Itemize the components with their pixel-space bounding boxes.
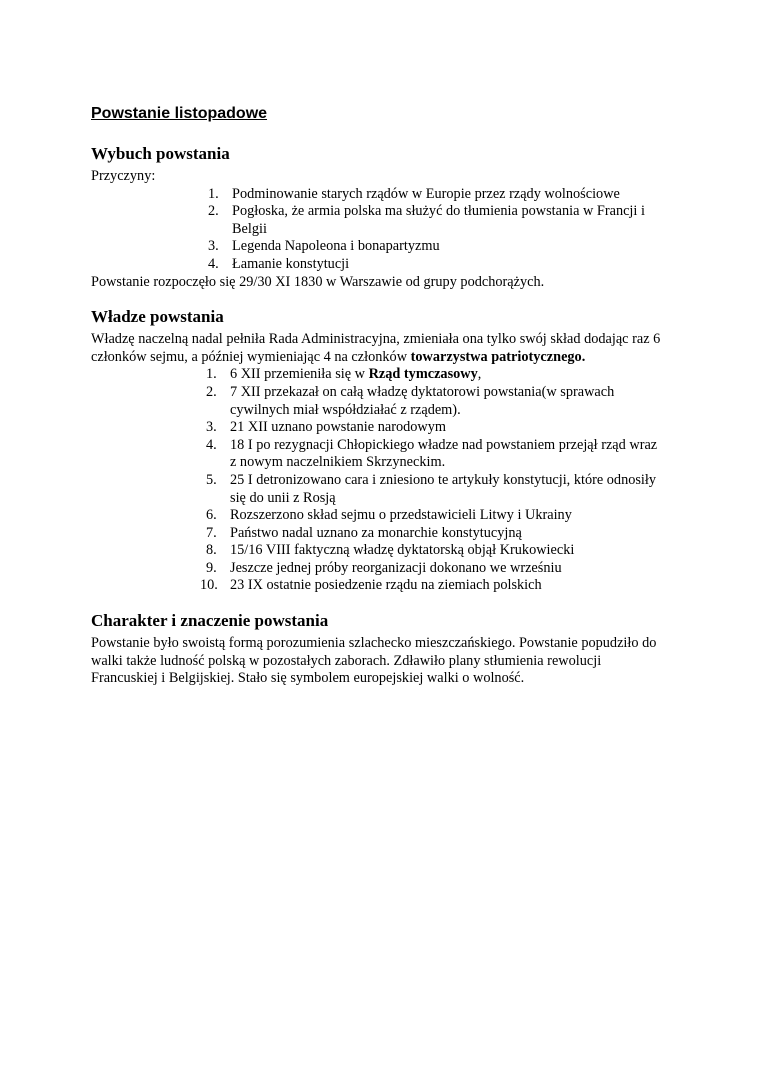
- authorities-list: [91, 366, 671, 595]
- list-item: [91, 384, 671, 419]
- list-item-text: [230, 366, 665, 384]
- section-paragraph: Powstanie było swoistą formą porozumienia szlachecko mieszczańskiego. Powstanie popudziło do walki także ludność polską w pozostałych zaborach. Zdławiło plany stłumienia rewolucji Francuskiej i Belgijskiej. Stało się symbolem europejskiej walki o wolność.: [91, 635, 657, 687]
- list-item-text: 25 I detronizowano cara i zniesiono te artykuły konstytucji, które odnosiły się do unii z Rosją: [230, 471, 657, 506]
- list-number: 3.: [208, 238, 219, 255]
- section-heading: Charakter i znaczenie powstania: [91, 611, 329, 631]
- list-item-text: Rozszerzono skład sejmu o przedstawicieli Litwy i Ukrainy: [230, 507, 572, 524]
- list-item-text: 23 IX ostatnie posiedzenie rządu na ziemiach polskich: [230, 577, 542, 594]
- list-number: 1.: [206, 366, 217, 383]
- list-number: 9.: [206, 559, 217, 576]
- list-item: [91, 366, 671, 384]
- list-item-text: Pogłoska, że armia polska ma służyć do tłumienia powstania w Francji i Belgii: [232, 203, 645, 237]
- list-number: 3.: [206, 419, 217, 436]
- document-title: Powstanie listopadowe: [91, 105, 268, 122]
- section-wybuch-powstania: [91, 144, 671, 291]
- section-wladze-powstania: [91, 307, 671, 595]
- item-text-start: 6 XII przemieniła się w: [230, 366, 369, 383]
- list-item: [91, 525, 671, 543]
- list-number: 6.: [206, 507, 217, 524]
- list-item: [91, 419, 671, 437]
- list-item-text: 7 XII przekazał on całą władzę dyktatorowi powstania(w sprawach cywilnych miał współdziałać z rządem).: [230, 383, 615, 418]
- list-item-text: Łamanie konstytucji: [232, 255, 350, 272]
- list-number: 8.: [206, 542, 217, 559]
- list-number: 5.: [206, 471, 217, 488]
- list-item-text: 18 I po rezygnacji Chłopickiego władze nad powstaniem przejął rząd wraz z nowym naczelnikiem Skrzyneckim.: [230, 436, 658, 471]
- list-item: [91, 437, 671, 472]
- section-charakter-i-znaczenie: [91, 611, 671, 688]
- list-number: 4.: [208, 255, 219, 272]
- list-item-text: Podminowanie starych rządów w Europie przez rządy wolnościowe: [232, 185, 620, 202]
- list-item-text: Jeszcze jednej próby reorganizacji dokonano we wrześniu: [230, 559, 562, 576]
- causes-list: [91, 186, 671, 274]
- document-page: [91, 104, 671, 704]
- list-item: [91, 560, 671, 578]
- list-item: [91, 577, 671, 595]
- item-text-bold: Rząd tymczasowy: [368, 366, 478, 383]
- list-item-text: Legenda Napoleona i bonapartyzmu: [232, 238, 440, 255]
- section-outro: Powstanie rozpoczęło się 29/30 XI 1830 w Warszawie od grupy podchorążych.: [91, 273, 545, 290]
- section-intro: Przyczyny:: [91, 168, 156, 184]
- section-heading: Wybuch powstania: [91, 144, 230, 163]
- list-item-text: Państwo nadal uznano za monarchie konstytucyjną: [230, 524, 522, 541]
- paragraph-text: Władzę naczelną nadal pełniła Rada Administracyjna, zmieniała ona tylko swój skład dodając raz 6 członków sejmu, a później wymieniając 4 na członków: [91, 331, 661, 365]
- list-item: [91, 542, 671, 560]
- list-number: 2.: [206, 383, 217, 400]
- list-item: [91, 238, 671, 256]
- list-number: 1.: [208, 185, 219, 202]
- list-item-text: 15/16 VIII faktyczną władzę dyktatorską objął Krukowiecki: [230, 542, 575, 559]
- list-number: 10.: [200, 577, 218, 594]
- list-item: [91, 472, 671, 507]
- list-number: 2.: [208, 203, 219, 220]
- list-number: 4.: [206, 436, 217, 453]
- item-text-end: ,: [477, 366, 482, 383]
- paragraph-bold-text: towarzystwa patriotycznego.: [410, 348, 586, 365]
- list-item: [91, 507, 671, 525]
- section-heading: Władze powstania: [91, 307, 224, 327]
- list-item: [91, 256, 671, 274]
- section-paragraph: [91, 331, 671, 366]
- list-item: [91, 203, 671, 238]
- list-item: [91, 186, 671, 204]
- list-number: 7.: [206, 524, 217, 541]
- list-item-text: 21 XII uznano powstanie narodowym: [230, 419, 446, 436]
